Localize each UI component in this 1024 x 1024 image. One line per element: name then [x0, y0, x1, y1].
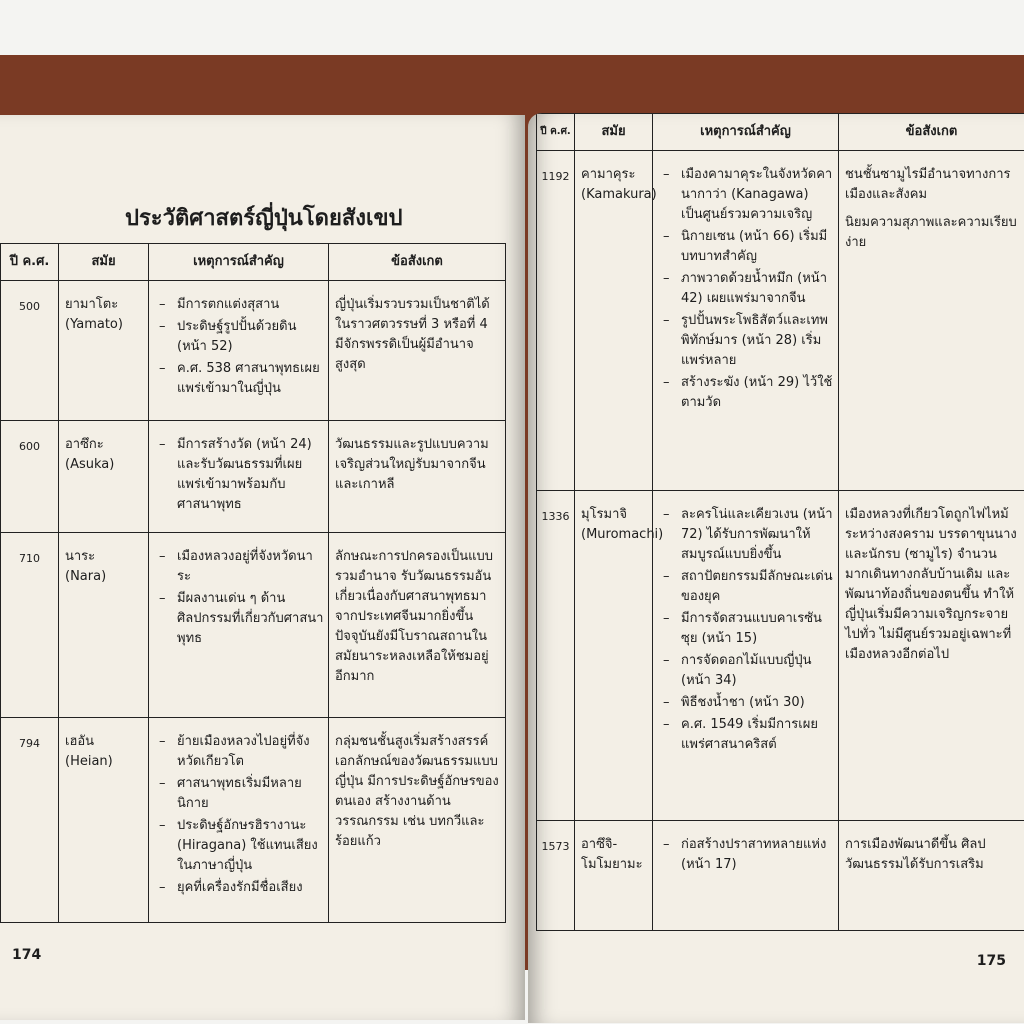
table-row [537, 821, 1024, 931]
event-item: – มีการจัดสวนแบบคาเรซันซุย (หน้า 15) [659, 609, 834, 649]
era-cell [575, 151, 657, 491]
notes-cell [329, 421, 506, 533]
event-item: – พิธีชงน้ำชา (หน้า 30) [659, 693, 834, 713]
page-title: ประวัติศาสตร์ญี่ปุ่นโดยสังเขป [125, 206, 403, 231]
page-number: 175 [976, 953, 1006, 969]
header-era: สมัย [59, 244, 149, 281]
note-text: ญี่ปุ่นเริ่มรวบรวมเป็นชาติได้ในราวศตวรรษที่ 3 หรือที่ 4 มีจักรพรรดิเป็นผู้มีอำนาจสูงสุด [335, 297, 490, 372]
year-cell: 500 [1, 281, 59, 421]
era-cell [575, 821, 653, 931]
header-year: ปี ค.ศ. [537, 114, 575, 151]
table-row [1, 281, 506, 421]
right-page [528, 113, 1024, 1023]
event-item: – ก่อสร้างปราสาทหลายแห่ง (หน้า 17) [659, 835, 834, 875]
notes-cell [839, 821, 1024, 931]
event-item: – ยุคที่เครื่องรักมีชื่อเสียง [155, 878, 324, 898]
year-cell: 1336 [537, 491, 575, 821]
year-cell: 794 [1, 718, 59, 923]
note-text: วัฒนธรรมและรูปแบบความเจริญส่วนใหญ่รับมาจากจีนและเกาหลี [335, 437, 489, 492]
event-item: – ค.ศ. 1549 เริ่มมีการเผยแพร่ศาสนาคริสต์ [659, 715, 834, 755]
year-cell: 1573 [537, 821, 575, 931]
events-cell [149, 421, 329, 533]
event-item: – การจัดดอกไม้แบบญี่ปุ่น (หน้า 34) [659, 651, 834, 691]
event-item: – ประดิษฐ์อักษรฮิรางานะ (Hiragana) ใช้แทนเสียงในภาษาญี่ปุ่น [155, 816, 324, 876]
event-item: – รูปปั้นพระโพธิสัตว์และเทพพิทักษ์มาร (หน้า 28) เริ่มแพร่หลาย [659, 311, 834, 371]
event-item: – ละครโน่และเคียวเงน (หน้า 72) ได้รับการพัฒนาให้สมบูรณ์แบบยิ่งขึ้น [659, 505, 834, 565]
events-cell [653, 151, 839, 491]
table-row [1, 421, 506, 533]
era-roman: (Nara) [65, 569, 107, 584]
table-row [537, 151, 1024, 491]
notes-cell [329, 718, 506, 923]
table-row [1, 718, 506, 923]
page-number: 174 [12, 947, 42, 963]
era-name: อาซึกะ [65, 437, 104, 452]
history-table-right [536, 113, 1024, 931]
event-item: – เมืองคามาคุระในจังหวัดคานากาว่า (Kanagawa) เป็นศูนย์รวมความเจริญ [659, 165, 834, 225]
event-item: – นิกายเซน (หน้า 66) เริ่มมีบทบาทสำคัญ [659, 227, 834, 267]
history-table-left [0, 243, 506, 923]
event-item: – มีผลงานเด่น ๆ ด้านศิลปกรรมที่เกี่ยวกับศาสนาพุทธ [155, 589, 324, 649]
notes-cell [839, 491, 1024, 821]
event-item: – สถาปัตยกรรมมีลักษณะเด่นของยุค [659, 567, 834, 607]
era-name: ยามาโตะ [65, 297, 119, 312]
note-text: กลุ่มชนชั้นสูงเริ่มสร้างสรรค์เอกลักษณ์ของวัฒนธรรมแบบญี่ปุ่น มีการประดิษฐ์อักษรของตนเอง สร้างงานด้านวรรณกรรม เช่น บทกวีและร้อยแก้ว [335, 734, 499, 849]
event-item: – ย้ายเมืองหลวงไปอยู่ที่จังหวัดเกียวโต [155, 732, 324, 772]
event-item: – เมืองหลวงอยู่ที่จังหวัดนาระ [155, 547, 324, 587]
era-roman: (Yamato) [65, 317, 123, 332]
events-cell [653, 821, 839, 931]
note-text: นิยมความสุภาพและความเรียบง่าย [845, 215, 1017, 250]
event-item: – มีการสร้างวัด (หน้า 24) และรับวัฒนธรรมที่เผยแพร่เข้ามาพร้อมกับศาสนาพุทธ [155, 435, 324, 515]
note-text: ลักษณะการปกครองเป็นแบบรวมอำนาจ รับวัฒนธรรมอันเกี่ยวเนื่องกับศาสนาพุทธมาจากประเทศจีนมากยิ่งขึ้น ปัจจุบันยังมีโบราณสถานในสมัยนาระหลงเหลือให้ชมอยู่อีกมาก [335, 549, 494, 684]
event-item: – สร้างระฆัง (หน้า 29) ไว้ใช้ตามวัด [659, 373, 834, 413]
table-header-row [1, 244, 506, 281]
era-roman: (Asuka) [65, 457, 115, 472]
events-cell [653, 491, 839, 821]
event-item: – ศาสนาพุทธเริ่มมีหลายนิกาย [155, 774, 324, 814]
events-cell [149, 533, 329, 718]
header-era: สมัย [575, 114, 653, 151]
era-cell [575, 491, 664, 821]
era-name: อาซึจิ- [581, 837, 618, 852]
era-name: คามาคุระ [581, 167, 636, 182]
event-item: – ประดิษฐ์รูปปั้นด้วยดิน (หน้า 52) [155, 317, 324, 357]
era-name: เฮอัน [65, 734, 95, 749]
year-cell: 1192 [537, 151, 575, 491]
note-text: การเมืองพัฒนาดีขึ้น ศิลปวัฒนธรรมได้รับการเสริม [845, 837, 986, 872]
note-text: เมืองหลวงที่เกียวโตถูกไฟไหม้ระหว่างสงคราม บรรดาขุนนางและนักรบ (ซามูไร) จำนวนมากเดินทางกลับบ้านเดิม และพัฒนาท้องถิ่นของตนขึ้น ทำให้ญี่ปุ่นเริ่มมีความเจริญกระจายไปทั่ว ไม่มีศูนย์รวมอยู่เฉพาะที่เมืองหลวงอีกต่อไป [845, 507, 1017, 662]
header-notes: ข้อสังเกต [839, 114, 1024, 151]
note-text: ชนชั้นซามูไรมีอำนาจทางการเมืองและสังคม [845, 167, 1011, 202]
event-item: – ภาพวาดด้วยน้ำหมึก (หน้า 42) เผยแพร่มาจากจีน [659, 269, 834, 309]
table-row [537, 491, 1024, 821]
notes-cell [329, 533, 506, 718]
year-cell: 710 [1, 533, 59, 718]
header-events: เหตุการณ์สำคัญ [653, 114, 839, 151]
event-item: – ค.ศ. 538 ศาสนาพุทธเผยแพร่เข้ามาในญี่ปุ่น [155, 359, 324, 399]
era-cell [59, 421, 149, 533]
events-cell [149, 281, 329, 421]
era-cell [59, 533, 149, 718]
era-roman: (Heian) [65, 754, 113, 769]
year-cell: 600 [1, 421, 59, 533]
era-roman: (Kamakura) [581, 187, 657, 202]
table-header-row [537, 114, 1024, 151]
events-cell [149, 718, 329, 923]
era-roman: โมโมยามะ [581, 857, 643, 872]
header-events: เหตุการณ์สำคัญ [149, 244, 329, 281]
left-page [0, 115, 525, 1020]
header-notes: ข้อสังเกต [329, 244, 506, 281]
event-item: – มีการตกแต่งสุสาน [155, 295, 324, 315]
notes-cell [839, 151, 1024, 491]
notes-cell [329, 281, 506, 421]
book-spread [0, 55, 1024, 970]
header-year: ปี ค.ศ. [1, 244, 59, 281]
era-cell [59, 718, 149, 923]
era-roman: (Muromachi) [581, 527, 664, 542]
era-name: นาระ [65, 549, 96, 564]
era-cell [59, 281, 149, 421]
era-name: มุโรมาจิ [581, 507, 628, 522]
table-row [1, 533, 506, 718]
